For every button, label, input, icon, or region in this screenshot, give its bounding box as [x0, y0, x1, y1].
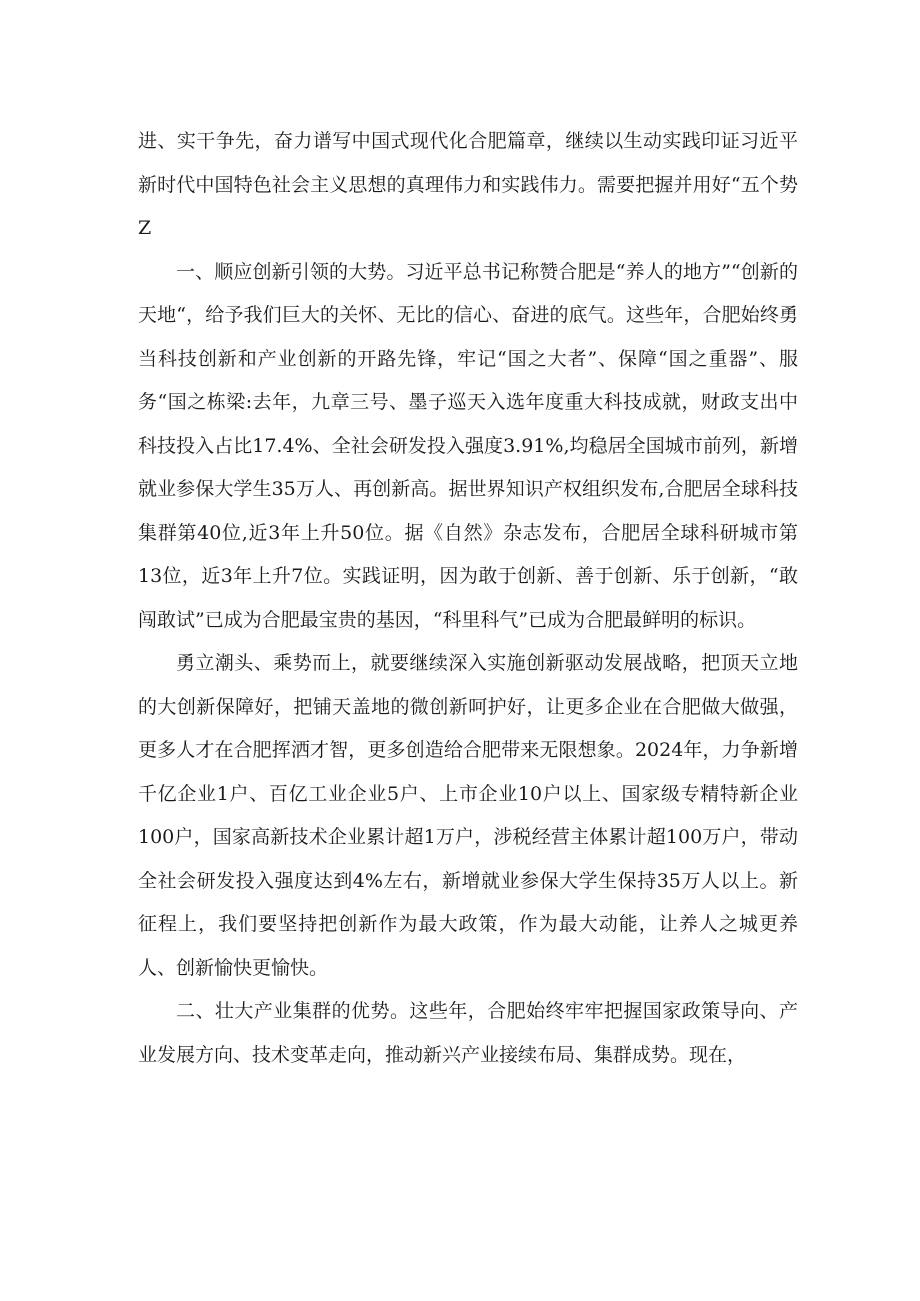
document-body — [138, 120, 798, 1077]
paragraph-section-1-goals: 勇立潮头、乘势而上，就要继续深入实施创新驱动发展战略，把顶天立地的大创新保障好，把铺天盖地的微创新呵护好，让更多企业在合肥做大做强，更多人才在合肥挥洒才智，更多创造给合肥带来无限想象。2024年，力争新增千亿企业1户、百亿工业企业5户、上市企业10户以上、国家级专精特新企业100户，国家高新技术企业累计超1万户，涉税经营主体累计超100万户，带动全社会研发投入强度达到4%左右，新增就业参保大学生保持35万人以上。新征程上，我们要坚持把创新作为最大政策，作为最大动能，让养人之城更养人、创新愉快更愉快。 — [138, 652, 798, 979]
paragraph-section-1-innovation: 一、顺应创新引领的大势。习近平总书记称赞合肥是“养人的地方”“创新的天地“，给予我们巨大的关怀、无比的信心、奋进的底气。这些年，合肥始终勇当科技创新和产业创新的开路先锋，牢记“国之大者”、保障“国之重器”、服务“国之栋梁:去年，九章三号、墨子巡天入选年度重大科技成就，财政支出中科技投入占比17.4%、全社会研发投入强度3.91%,均稳居全国城市前列，新增就业参保大学生35万人、再创新高。据世界知识产权组织发布,合肥居全球科技集群第40位,近3年上升50位。据《自然》杂志发布，合肥居全球科研城市第13位，近3年上升7位。实践证明，因为敢于创新、善于创新、乐于创新，“敢闯敢试”已成为合肥最宝贵的基因，“科里科气”已成为合肥最鲜明的标识。 — [138, 260, 798, 631]
paragraph-section-2-industry: 二、壮大产业集群的优势。这些年，合肥始终牢牢把握国家政策导向、产业发展方向、技术变革走向，推动新兴产业接续布局、集群成势。现在， — [138, 1000, 798, 1066]
paragraph-intro-continuation: 进、实干争先，奋力谱写中国式现代化合肥篇章，继续以生动实践印证习近平新时代中国特色社会主义思想的真理伟力和实践伟力。需要把握并用好“五个势Z — [138, 130, 798, 239]
